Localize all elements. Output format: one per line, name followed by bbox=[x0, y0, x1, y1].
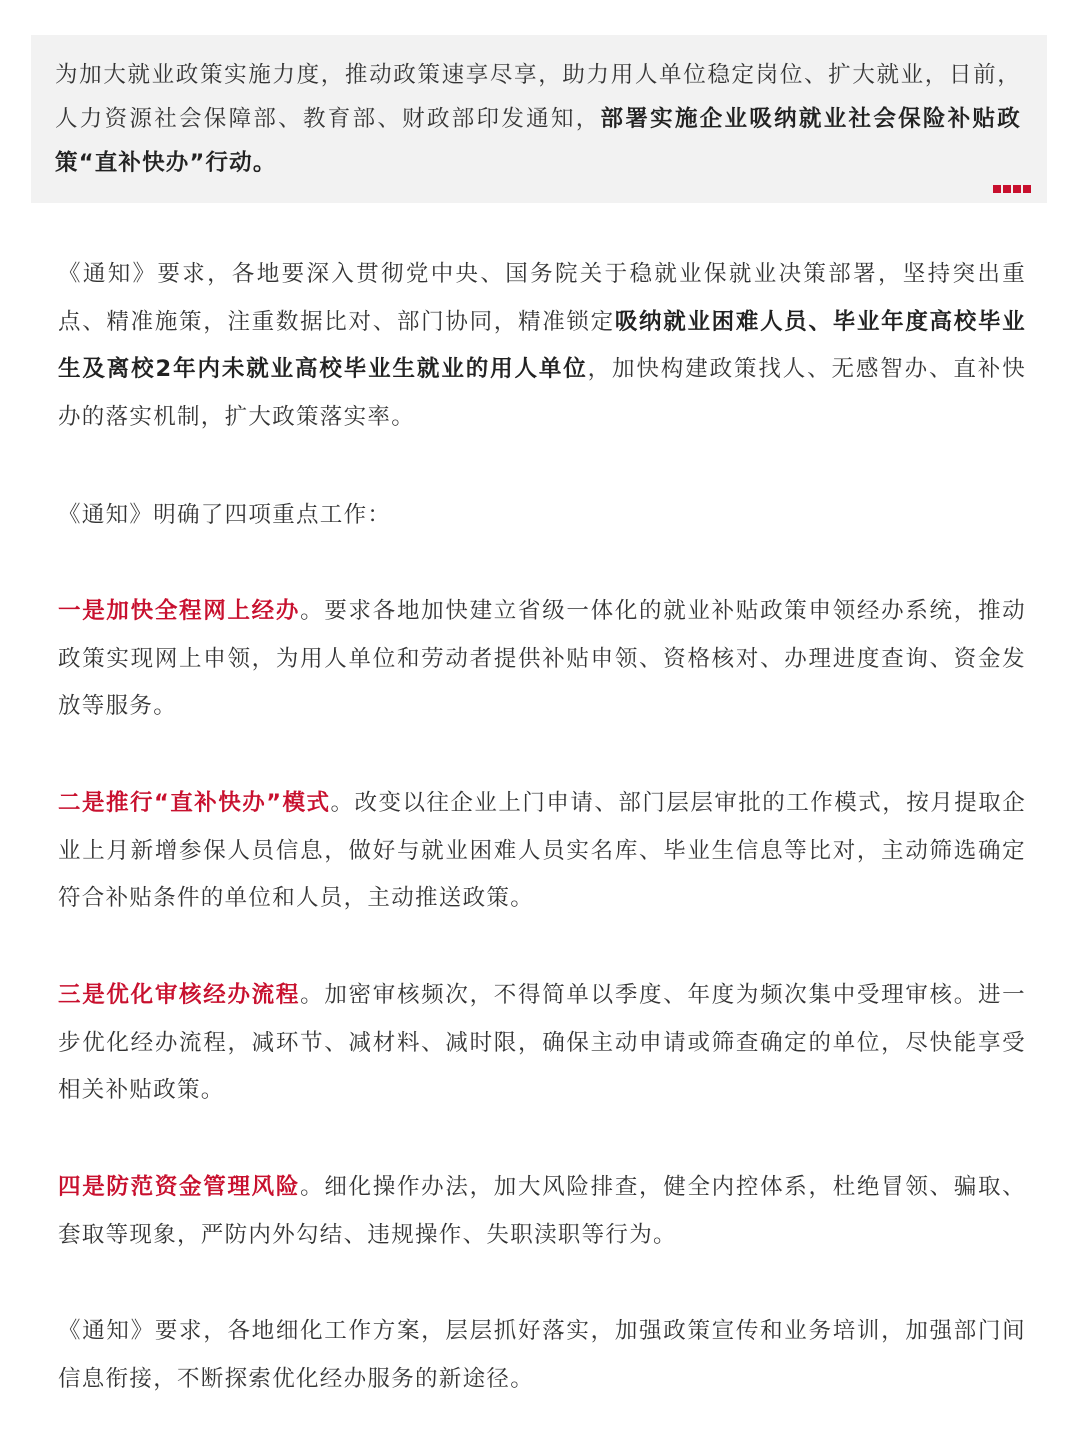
task-one-heading: 一是加快全程网上经办 bbox=[58, 598, 301, 624]
paragraph-text: 。要求各地加快建立省级一体化的就业补贴政策申领经办系统，推动政策实现网上申领，为用人单位和劳动者提供补贴申领、资格核对、办理进度查询、资金发放等服务。 bbox=[58, 598, 1026, 719]
paragraph-text: ，加快构建政策找人、无感智办、直补快办的落实机制，扩大政策落实率。 bbox=[58, 356, 1026, 430]
task-one-paragraph bbox=[58, 588, 1026, 731]
intro-text: 为加大就业政策实施力度，推动政策速享尽享，助力用人单位稳定岗位、扩大就业，日前，人力资源社会保障部、教育部、财政部印发通知， bbox=[55, 62, 1021, 132]
marker-dot bbox=[1013, 185, 1021, 193]
task-four-paragraph bbox=[58, 1164, 1026, 1259]
intro-bold-text: 部署实施企业吸纳就业社会保险补贴政策“直补快办”行动。 bbox=[55, 106, 1022, 176]
paragraph-text: 。细化操作办法，加大风险排查，健全内控体系，杜绝冒领、骗取、套取等现象，严防内外勾结、违规操作、失职渎职等行为。 bbox=[58, 1174, 1026, 1248]
closing-paragraph bbox=[58, 1308, 1026, 1403]
paragraph-text: 。加密审核频次，不得简单以季度、年度为频次集中受理审核。进一步优化经办流程，减环节、减材料、减时限，确保主动申请或筛查确定的单位，尽快能享受相关补贴政策。 bbox=[58, 982, 1026, 1103]
task-two-paragraph bbox=[58, 780, 1026, 923]
task-four-heading: 四是防范资金管理风险 bbox=[58, 1174, 301, 1200]
marker-dot bbox=[1003, 185, 1011, 193]
paragraph-text: 《通知》要求，各地细化工作方案，层层抓好落实，加强政策宣传和业务培训，加强部门间信息衔接，不断探索优化经办服务的新途径。 bbox=[58, 1318, 1026, 1392]
marker-dot bbox=[1023, 185, 1031, 193]
task-three-heading: 三是优化审核经办流程 bbox=[58, 982, 301, 1008]
task-two-heading: 二是推行“直补快办”模式 bbox=[58, 790, 331, 816]
task-three-paragraph bbox=[58, 972, 1026, 1115]
intro-summary-box bbox=[31, 35, 1047, 203]
marker-dot bbox=[993, 185, 1001, 193]
end-marker-icon bbox=[993, 185, 1031, 193]
paragraph-text: 。改变以往企业上门申请、部门层层审批的工作模式，按月提取企业上月新增参保人员信息，做好与就业困难人员实名库、毕业生信息等比对，主动筛选确定符合补贴条件的单位和人员，主动推送政策。 bbox=[58, 790, 1026, 911]
paragraph-text: 《通知》要求，各地要深入贯彻党中央、国务院关于稳就业保就业决策部署，坚持突出重点、精准施策，注重数据比对、部门协同，精准锁定 bbox=[58, 261, 1026, 335]
paragraph-text: 《通知》明确了四项重点工作： bbox=[58, 502, 392, 528]
four-tasks-intro-paragraph bbox=[58, 492, 1026, 540]
notice-requirement-paragraph bbox=[58, 251, 1026, 441]
paragraph-bold-text: 吸纳就业困难人员、毕业年度高校毕业生及离校2年内未就业高校毕业生就业的用人单位 bbox=[58, 308, 1026, 382]
intro-paragraph bbox=[55, 53, 1021, 185]
